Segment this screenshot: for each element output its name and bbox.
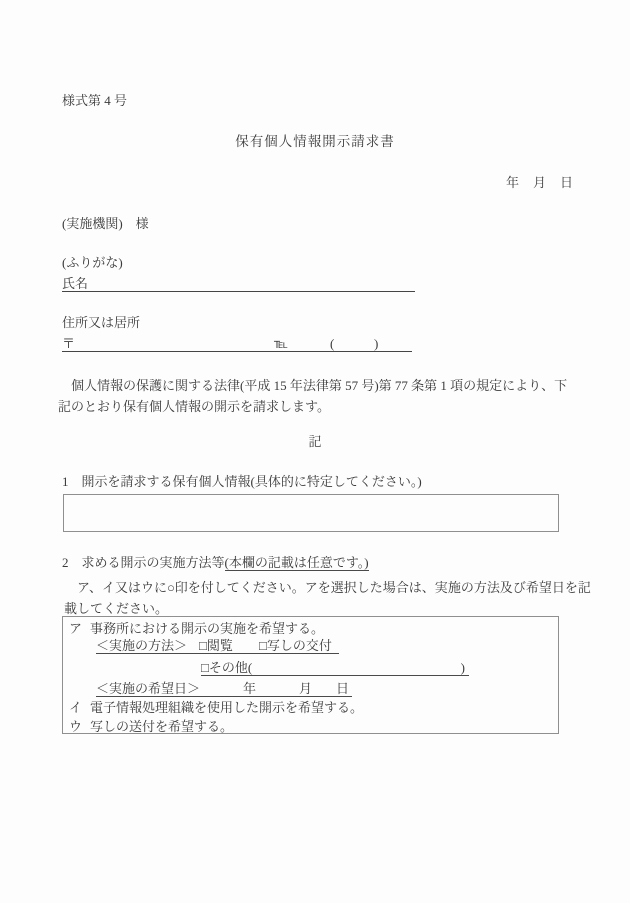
section1-heading: 1 開示を請求する保有個人情報(具体的に特定してください。) bbox=[62, 474, 422, 489]
address-field-line bbox=[62, 337, 412, 352]
method-checkbox-other: □その他( bbox=[201, 660, 253, 675]
method-row bbox=[96, 639, 339, 654]
desired-date-label: ＜実施の希望日＞ bbox=[96, 681, 201, 696]
date-line bbox=[506, 176, 573, 190]
addressee-line: (実施機関) 様 bbox=[62, 216, 149, 231]
tel-paren-close: ) bbox=[374, 336, 379, 351]
section2-heading-note: (本欄の記載は任意です。) bbox=[224, 555, 369, 570]
desired-date-row bbox=[96, 682, 352, 697]
furigana-label: (ふりがな) bbox=[62, 255, 123, 270]
postal-mark-icon: 〒 bbox=[62, 336, 76, 351]
desired-date-day: 日 bbox=[336, 681, 350, 696]
desired-date-year: 年 bbox=[243, 681, 257, 696]
name-field-line bbox=[62, 277, 415, 292]
method-options-box bbox=[62, 616, 559, 734]
option-a-text: 事務所における開示の実施を希望する。 bbox=[90, 621, 325, 636]
method-other-row bbox=[201, 661, 469, 676]
option-a-label: ア bbox=[69, 621, 83, 636]
date-month-label: 月 bbox=[533, 175, 547, 190]
name-label: 氏名 bbox=[62, 276, 89, 291]
method-checkbox-view: □閲覧 bbox=[199, 638, 233, 653]
desired-date-month: 月 bbox=[299, 681, 313, 696]
document-title: 保有個人情報開示請求書 bbox=[235, 134, 395, 149]
date-year-label: 年 bbox=[506, 175, 520, 190]
option-i-label: イ bbox=[69, 700, 83, 715]
section2-heading-main: 2 求める開示の実施方法等 bbox=[62, 555, 225, 570]
form-number: 様式第 4 号 bbox=[62, 93, 128, 108]
tel-mark-icon: ℡ bbox=[274, 336, 288, 351]
date-day-label: 日 bbox=[560, 175, 574, 190]
disclosure-info-input-box bbox=[63, 494, 559, 532]
option-i-text: 電子情報処理組織を使用した開示を希望する。 bbox=[90, 700, 364, 715]
section2-heading bbox=[62, 556, 369, 570]
method-other-paren-close: ) bbox=[460, 660, 465, 675]
section2-instruction: ア、イ又はウに○印を付してください。アを選択した場合は、実施の方法及び希望日を記載してください。 bbox=[64, 580, 591, 616]
option-u-label: ウ bbox=[69, 719, 83, 734]
method-label: ＜実施の方法＞ bbox=[96, 638, 188, 653]
legal-paragraph: 個人情報の保護に関する法律(平成 15 年法律第 57 号)第 77 条第 1 項の規定により、下記のとおり保有個人情報の開示を請求します。 bbox=[58, 378, 568, 414]
tel-paren-open: ( bbox=[330, 336, 335, 351]
method-checkbox-copy: □写しの交付 bbox=[259, 638, 332, 653]
record-marker: 記 bbox=[308, 434, 322, 449]
option-u-text: 写しの送付を希望する。 bbox=[90, 719, 234, 734]
address-label: 住所又は居所 bbox=[62, 315, 141, 330]
